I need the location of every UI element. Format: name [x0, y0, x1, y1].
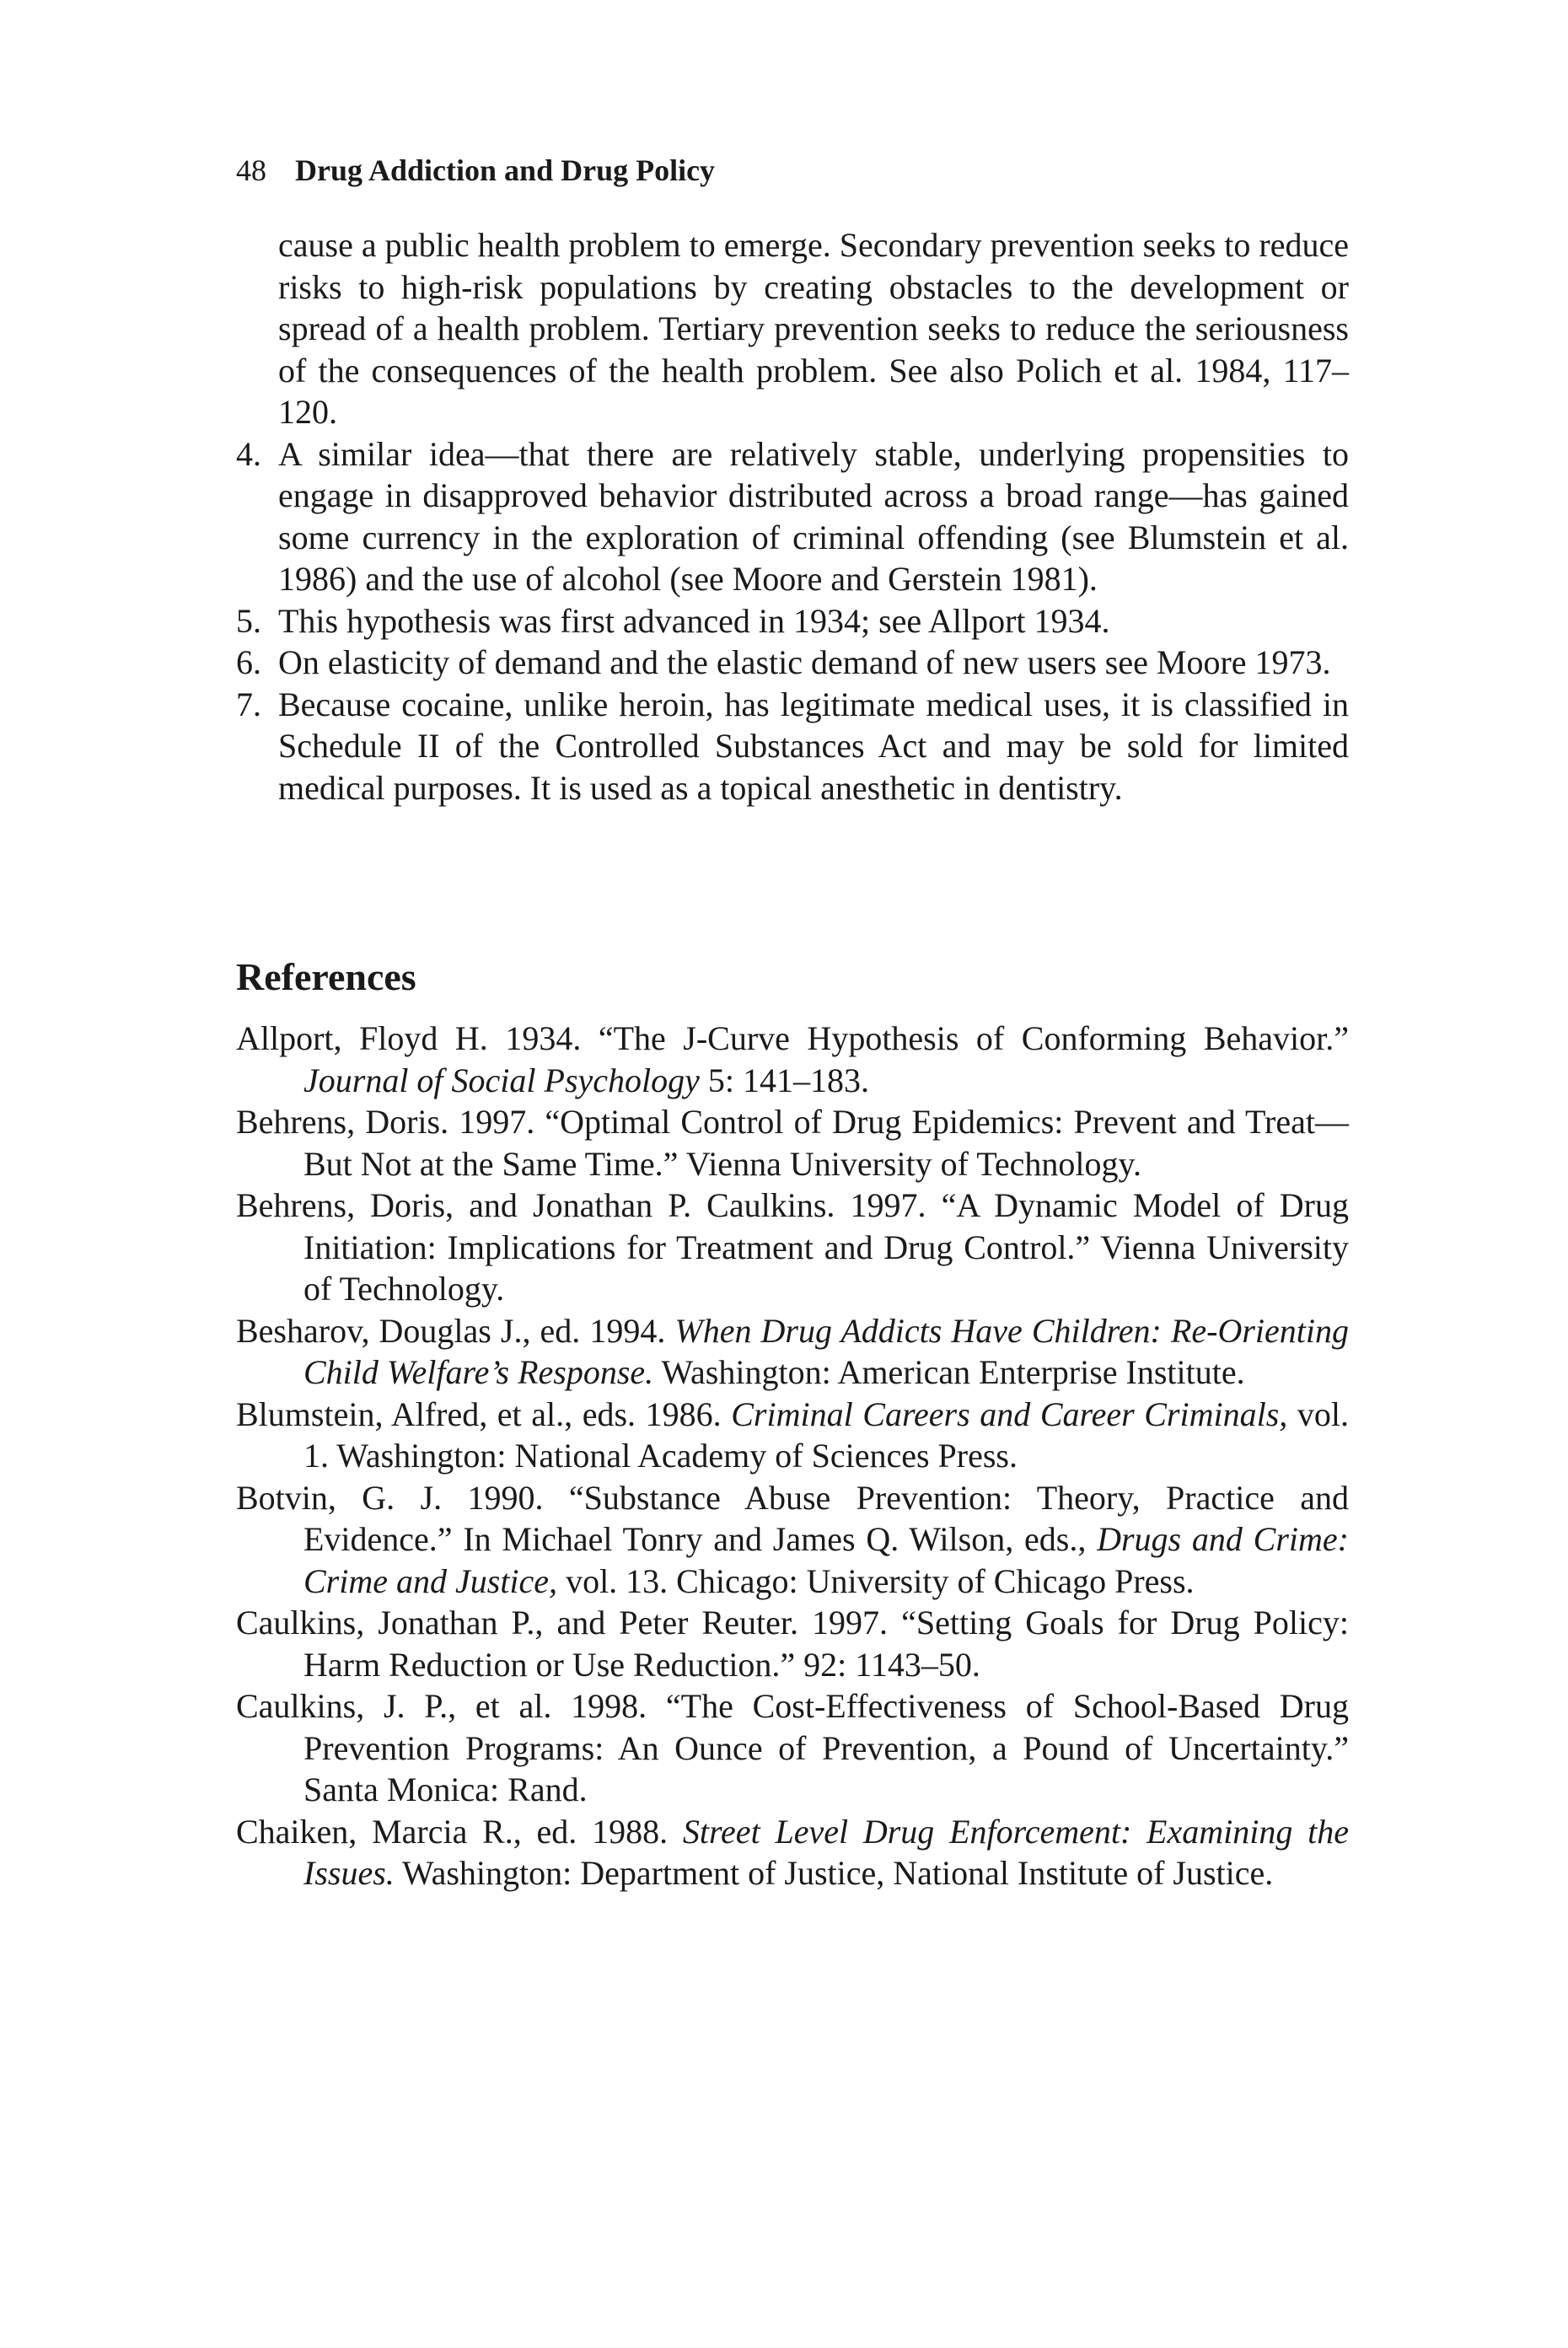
note-number: 5. [236, 601, 261, 640]
reference-list [236, 1018, 1349, 1894]
note-text: Because cocaine, unlike heroin, has legitimate medical uses, it is classified in Schedule II of the Controlled Substances Act and may be sold for limited medical purposes. It is used as a topical anesthetic in dentistry. [278, 685, 1349, 807]
reference-entry [236, 1101, 1349, 1185]
reference-entry [236, 1394, 1349, 1477]
ref-text: Caulkins, Jonathan P., and Peter Reuter. 1997. “Setting Goals for Drug Policy: Harm Reduction or Use Reduction.” 92: 1143–50. [236, 1604, 1349, 1684]
ref-title-italic: When Drug Addicts Have Children: Re-Orienting Child Welfare’s Response. [303, 1311, 1349, 1391]
note-number: 7. [236, 685, 261, 723]
reference-entry [236, 1602, 1349, 1685]
ref-text: Behrens, Doris, and Jonathan P. Caulkins. 1997. “A Dynamic Model of Drug Initiation: Implications for Treatment and Drug Control.” Vienna University of Technology. [236, 1186, 1349, 1308]
note-text: This hypothesis was first advanced in 1934; see Allport 1934. [278, 601, 1110, 640]
note-text: On elasticity of demand and the elastic demand of new users see Moore 1973. [278, 643, 1331, 681]
ref-text-tail: Washington: American Enterprise Institute. [653, 1353, 1245, 1391]
note-item [236, 433, 1349, 600]
page-number: 48 [236, 153, 266, 187]
ref-text-tail: vol. 1. Washington: National Academy of Sciences Press. [303, 1394, 1349, 1475]
ref-text-tail: 5: 141–183. [699, 1061, 870, 1099]
ref-title-italic: Drugs and Crime: Crime and Justice, [303, 1520, 1349, 1600]
ref-text-tail: Washington: Department of Justice, National Institute of Justice. [394, 1854, 1274, 1892]
note-item [236, 600, 1349, 642]
ref-text: Besharov, Douglas J., ed. 1994. [236, 1311, 675, 1350]
note-continuation: cause a public health problem to emerge. Secondary prevention seeks to reduce risks to high-risk populations by creating obstacles to the development or spread of a health problem. Tertiary prevention seeks to reduce the seriousness of the consequences of the health problem. See also Polich et al. 1984, 117–120. [278, 226, 1349, 431]
note-number: 6. [236, 643, 261, 681]
endnotes [236, 224, 1349, 809]
reference-entry [236, 1811, 1349, 1894]
ref-text-tail: vol. 13. Chicago: University of Chicago Press. [557, 1561, 1195, 1600]
book-page [236, 152, 1349, 1894]
ref-text: Botvin, G. J. 1990. “Substance Abuse Prevention: Theory, Practice and Evidence.” In Michael Tonry and James Q. Wilson, eds., [236, 1478, 1349, 1558]
note-item [236, 642, 1349, 684]
reference-entry [236, 1685, 1349, 1811]
note-text: A similar idea—that there are relatively stable, underlying propensities to engage in disapproved behavior distributed across a broad range—has gained some currency in the exploration of criminal offending (see Blumstein et al. 1986) and the use of alcohol (see Moore and Gerstein 1981). [278, 434, 1349, 598]
ref-title-italic: Criminal Careers and Career Criminals, [731, 1394, 1288, 1433]
note-item [236, 684, 1349, 809]
ref-text: Allport, Floyd H. 1934. “The J-Curve Hypothesis of Conforming Behavior.” [236, 1019, 1349, 1057]
note-number: 4. [236, 434, 261, 473]
reference-entry [236, 1477, 1349, 1603]
book-title: Drug Addiction and Drug Policy [295, 153, 716, 187]
ref-text: Chaiken, Marcia R., ed. 1988. [236, 1812, 683, 1851]
ref-text: Behrens, Doris. 1997. “Optimal Control of Drug Epidemics: Prevent and Treat—But Not at the Same Time.” Vienna University of Technology. [236, 1103, 1349, 1183]
reference-entry [236, 1018, 1349, 1101]
running-head [236, 152, 1349, 189]
ref-title-italic: Street Level Drug Enforcement: Examining the Issues. [303, 1812, 1349, 1892]
reference-entry [236, 1310, 1349, 1394]
ref-title-italic: Journal of Social Psychology [303, 1061, 700, 1099]
references-heading: References [236, 955, 416, 998]
ref-text: Blumstein, Alfred, et al., eds. 1986. [236, 1394, 732, 1433]
reference-entry [236, 1185, 1349, 1310]
ref-text: Caulkins, J. P., et al. 1998. “The Cost-Effectiveness of School-Based Drug Prevention Programs: An Ounce of Prevention, a Pound of Uncertainty.” Santa Monica: Rand. [236, 1687, 1349, 1808]
